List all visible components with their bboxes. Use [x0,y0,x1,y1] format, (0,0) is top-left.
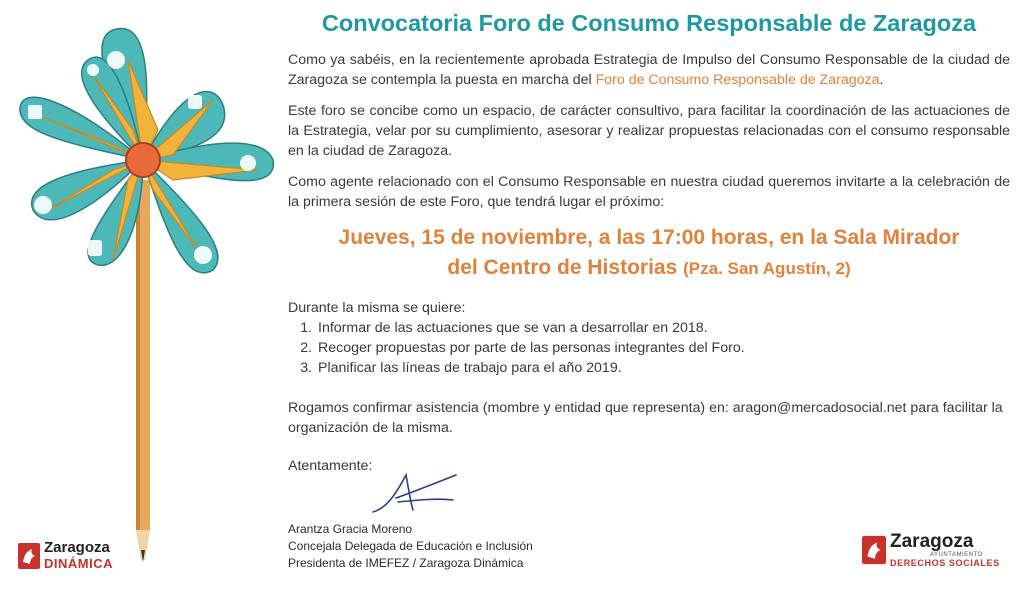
signature [368,470,458,520]
signatory-name: Arantza Gracia Moreno [288,522,413,536]
agenda-item: 2. Recoger propuestas por parte de las personas integrantes del Foro. [316,338,1010,358]
logo-right-sub: DERECHOS SOCIALES [890,558,1000,568]
page-title: Convocatoria Foro de Consumo Responsable de Zaragoza [321,10,977,36]
event-location [288,253,1010,284]
zaragoza-derechos-sociales-logo [862,532,1000,568]
closing-salutation: Atentamente: [288,458,373,474]
agenda-intro: Durante la misma se quiere: [288,300,466,316]
signatory-role: Concejala Delegada de Educación e Inclusión [288,539,533,553]
agenda-item: 1. Informar de las actuaciones que se van a desarrollar en 2018. [316,318,1010,338]
pinwheel-illustration [8,20,288,580]
agenda-item: 3. Planificar las líneas de trabajo para el año 2019. [316,358,1010,378]
signatory-block [288,521,533,572]
logo-left-main: Zaragoza [44,539,110,556]
zaragoza-lion-icon [862,535,886,565]
event-address: (Pza. San Agustín, 2) [683,259,851,278]
rsvp-paragraph: Rogamos confirmar asistencia (mombre y entidad que representa) en: aragon@mercadosocial.net para facilitar la organización de la misma. [288,400,1003,436]
invitation-paragraph: Como agente relacionado con el Consumo Responsable en nuestra ciudad queremos invitarte a la celebración de la primera sesión de este Foro, que tendrá lugar el próximo: [288,174,1010,210]
event-venue: del Centro de Historias [447,256,678,279]
letter-content [288,8,1010,476]
signatory-role: Presidenta de IMEFEZ / Zaragoza Dinámica [288,556,524,570]
agenda-list [288,318,1010,378]
forum-name-highlight: Foro de Consumo Responsable de Zaragoza [595,72,880,88]
logo-right-small: AYUNTAMIENTO [930,552,983,558]
intro-paragraph [288,50,1010,90]
intro-end: . [879,72,884,88]
event-date-time: Jueves, 15 de noviembre, a las 17:00 horas, en la Sala Mirador [338,226,960,249]
zaragoza-lion-icon [18,543,40,569]
pinwheel-center [126,143,160,177]
zaragoza-dinamica-logo [18,540,113,571]
forum-description: Este foro se concibe como un espacio, de carácter consultivo, para facilitar la coordinación de las actuaciones de la Estrategia, velar por su cumplimiento, asesorar y realizar propuestas relacionadas con el consumo responsable en la ciudad de Zaragoza. [288,103,1010,159]
pencil-stick [136,180,150,562]
logo-left-sub: DINÁMICA [44,556,113,571]
event-details [288,223,1010,284]
logo-right-main: Zaragoza [890,531,974,552]
intro-text: Como ya sabéis, en la recientemente aprobada Estrategia de Impulso del Consumo Responsable de la ciudad de Zaragoza se contempla la puesta en marcha del [288,52,1010,88]
